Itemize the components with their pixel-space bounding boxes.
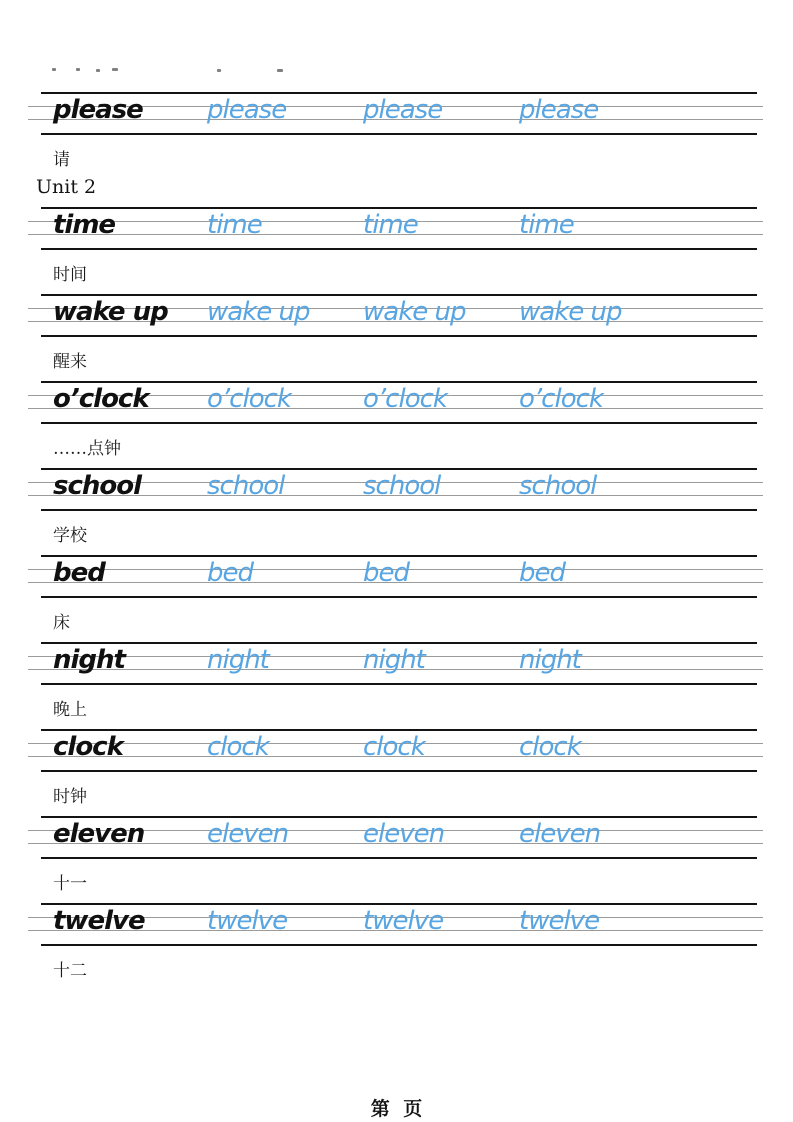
word-practice-row <box>0 207 793 294</box>
word-translation: 时钟 <box>53 787 87 807</box>
word-trace: time <box>519 210 574 240</box>
word-black: eleven <box>53 819 145 849</box>
word-trace: please <box>519 95 599 125</box>
word-translation: 晚上 <box>53 700 87 720</box>
cut-off-text-remnant <box>76 68 80 71</box>
guide-line-bottom <box>41 596 757 598</box>
word-trace: o’clock <box>363 384 447 414</box>
cut-off-text-remnant <box>277 69 283 72</box>
word-practice-row <box>0 729 793 816</box>
word-trace: bed <box>207 558 254 588</box>
word-translation: 醒来 <box>53 352 87 372</box>
word-translation: 床 <box>53 613 70 633</box>
word-practice-row <box>0 903 793 990</box>
word-trace: eleven <box>519 819 601 849</box>
word-trace: night <box>519 645 581 675</box>
word-practice-row <box>0 381 793 468</box>
word-translation: 十一 <box>53 874 87 894</box>
word-trace: bed <box>363 558 410 588</box>
word-practice-row <box>0 468 793 555</box>
guide-line-bottom <box>41 944 757 946</box>
guide-line-bottom <box>41 133 757 135</box>
word-black: please <box>53 95 143 125</box>
word-translation: 十二 <box>53 961 87 981</box>
word-trace: twelve <box>207 906 288 936</box>
guide-line-bottom <box>41 422 757 424</box>
cut-off-text-remnant <box>112 68 118 71</box>
handwriting-guide <box>0 207 793 250</box>
word-practice-row <box>0 92 793 179</box>
word-black: o’clock <box>53 384 149 414</box>
cut-off-text-remnant <box>96 69 100 72</box>
word-trace: school <box>207 471 285 501</box>
word-trace: eleven <box>207 819 289 849</box>
guide-line-bottom <box>41 335 757 337</box>
word-practice-row <box>0 816 793 903</box>
cut-off-text-remnant <box>217 69 221 72</box>
word-black: school <box>53 471 142 501</box>
guide-line-bottom <box>41 509 757 511</box>
word-translation: 学校 <box>53 526 87 546</box>
word-trace: time <box>363 210 418 240</box>
guide-line-bottom <box>41 770 757 772</box>
word-trace: please <box>363 95 443 125</box>
word-trace: eleven <box>363 819 445 849</box>
handwriting-guide <box>0 555 793 598</box>
word-black: clock <box>53 732 123 762</box>
word-trace: night <box>207 645 269 675</box>
guide-line-bottom <box>41 248 757 250</box>
word-black: bed <box>53 558 105 588</box>
word-trace: wake up <box>207 297 310 327</box>
word-trace: please <box>207 95 287 125</box>
word-trace: twelve <box>519 906 600 936</box>
word-trace: clock <box>519 732 581 762</box>
word-trace: school <box>363 471 441 501</box>
handwriting-guide <box>0 381 793 424</box>
word-practice-row <box>0 294 793 381</box>
handwriting-guide <box>0 903 793 946</box>
word-translation: 请 <box>53 150 70 170</box>
page-number-footer: 第 页 <box>370 1098 423 1120</box>
word-trace: wake up <box>519 297 622 327</box>
guide-line-bottom <box>41 857 757 859</box>
word-translation: ……点钟 <box>53 439 121 459</box>
word-black: twelve <box>53 906 145 936</box>
word-black: night <box>53 645 125 675</box>
cut-off-text-remnant <box>52 68 56 71</box>
handwriting-guide <box>0 729 793 772</box>
guide-line-bottom <box>41 683 757 685</box>
word-trace: wake up <box>363 297 466 327</box>
word-black: time <box>53 210 116 240</box>
handwriting-guide <box>0 816 793 859</box>
word-translation: 时间 <box>53 265 87 285</box>
word-trace: clock <box>363 732 425 762</box>
word-trace: o’clock <box>519 384 603 414</box>
unit-heading: Unit 2 <box>36 176 97 198</box>
word-trace: night <box>363 645 425 675</box>
word-practice-row <box>0 555 793 642</box>
word-trace: clock <box>207 732 269 762</box>
word-trace: o’clock <box>207 384 291 414</box>
word-practice-row <box>0 642 793 729</box>
word-black: wake up <box>53 297 168 327</box>
word-trace: time <box>207 210 262 240</box>
handwriting-guide <box>0 294 793 337</box>
word-trace: bed <box>519 558 566 588</box>
handwriting-guide <box>0 642 793 685</box>
handwriting-guide <box>0 92 793 135</box>
word-trace: twelve <box>363 906 444 936</box>
handwriting-guide <box>0 468 793 511</box>
word-trace: school <box>519 471 597 501</box>
